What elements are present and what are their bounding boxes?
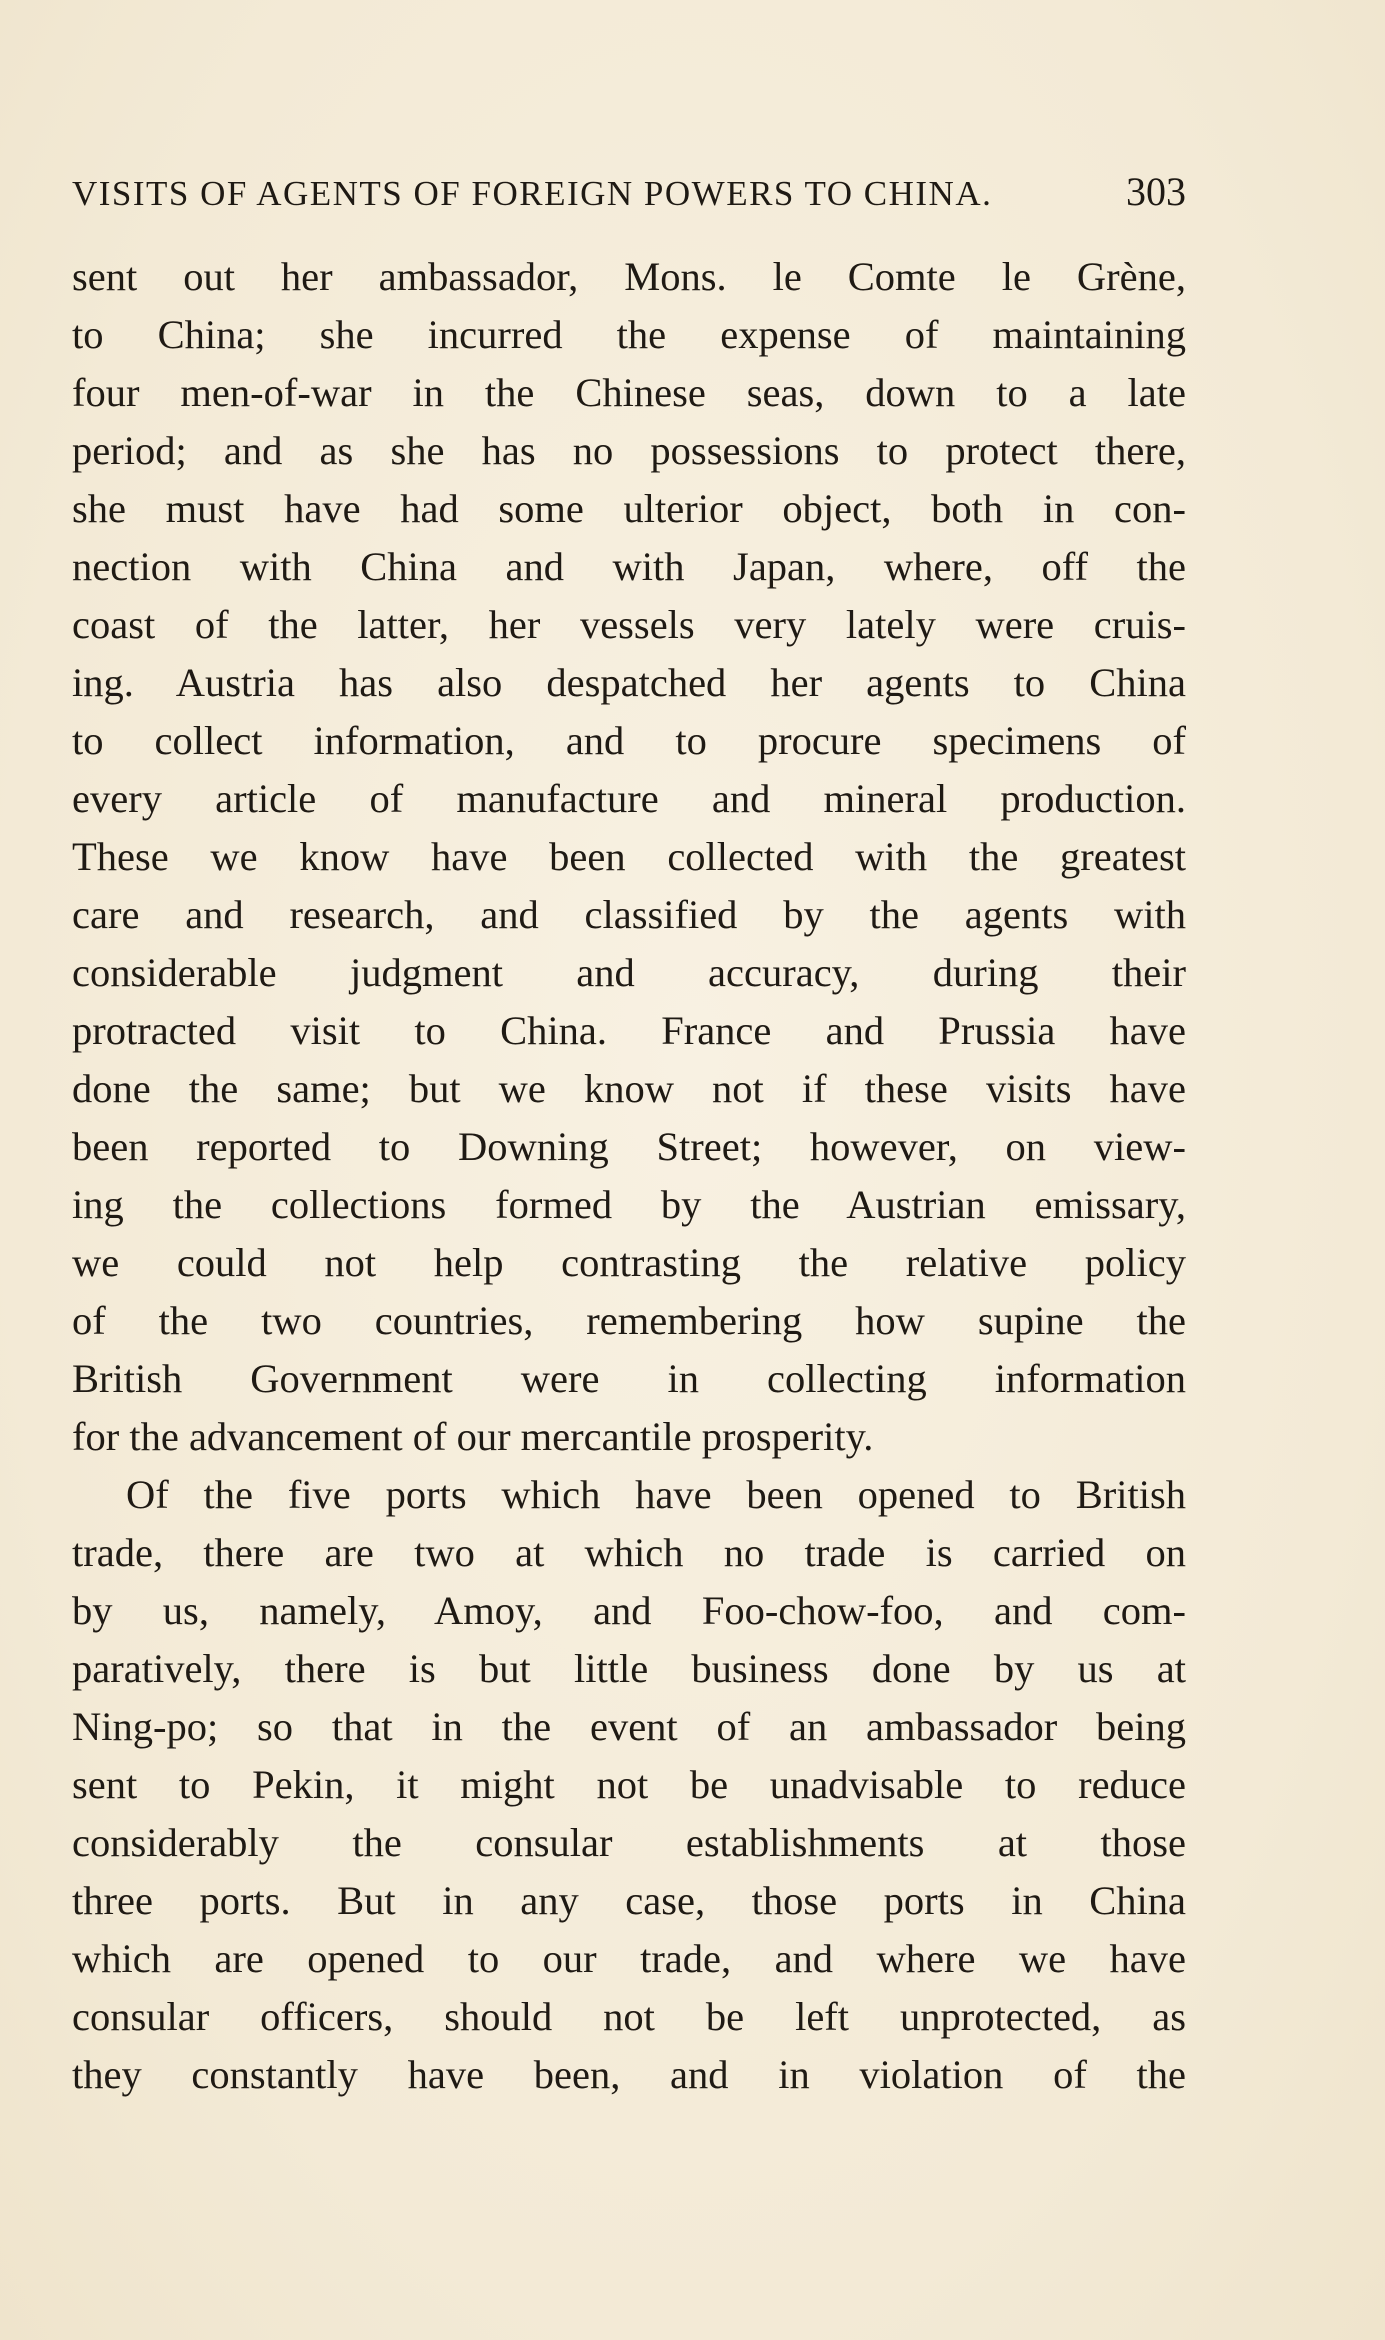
text-line: we could not help contrasting the relative policy — [72, 1240, 1186, 1285]
text-line: paratively, there is but little business done by us at — [72, 1646, 1186, 1691]
text-line: period; and as she has no possessions to protect there, — [72, 428, 1186, 473]
text-line: These we know have been collected with the greatest — [72, 834, 1186, 879]
text-line: Of the five ports which have been opened to British — [126, 1472, 1186, 1517]
text-line: consular officers, should not be left unprotected, as — [72, 1994, 1186, 2039]
text-line: considerably the consular establishments at those — [72, 1820, 1186, 1865]
text-line: sent out her ambassador, Mons. le Comte le Grène, — [72, 254, 1186, 299]
text-line: four men-of-war in the Chinese seas, down to a late — [72, 370, 1186, 415]
text-line: done the same; but we know not if these visits have — [72, 1066, 1186, 1111]
text-line: trade, there are two at which no trade is carried on — [72, 1530, 1186, 1575]
text-line: she must have had some ulterior object, both in con- — [72, 486, 1186, 531]
text-line: every article of manufacture and mineral production. — [72, 776, 1186, 821]
text-line: sent to Pekin, it might not be unadvisable to reduce — [72, 1762, 1186, 1807]
text-line: ing the collections formed by the Austrian emissary, — [72, 1182, 1186, 1227]
text-line: Ning-po; so that in the event of an ambassador being — [72, 1704, 1186, 1749]
text-line: three ports. But in any case, those ports in China — [72, 1878, 1186, 1923]
running-title: VISITS OF AGENTS OF FOREIGN POWERS TO CHINA. — [72, 174, 993, 213]
text-line: protracted visit to China. France and Prussia have — [72, 1008, 1186, 1053]
text-line: ing. Austria has also despatched her agents to China — [72, 660, 1186, 705]
page-number: 303 — [1126, 169, 1186, 214]
text-line: of the two countries, remembering how supine the — [72, 1298, 1186, 1343]
paragraph-2 — [72, 1466, 1186, 2104]
text-line: to collect information, and to procure specimens of — [72, 718, 1186, 763]
body-text — [72, 248, 1186, 2104]
text-line: nection with China and with Japan, where, off the — [72, 544, 1186, 589]
text-line: British Government were in collecting information — [72, 1356, 1186, 1401]
text-line: to China; she incurred the expense of maintaining — [72, 312, 1186, 357]
text-line: considerable judgment and accuracy, during their — [72, 950, 1186, 995]
text-line: been reported to Downing Street; however, on view- — [72, 1124, 1186, 1169]
text-line: by us, namely, Amoy, and Foo-chow-foo, and com- — [72, 1588, 1186, 1633]
text-line: they constantly have been, and in violation of the — [72, 2052, 1186, 2097]
text-line: care and research, and classified by the agents with — [72, 892, 1186, 937]
running-head — [72, 168, 1186, 220]
paragraph-1 — [72, 248, 1186, 1466]
text-line: coast of the latter, her vessels very lately were cruis- — [72, 602, 1186, 647]
text-line: which are opened to our trade, and where we have — [72, 1936, 1186, 1981]
text-line: for the advancement of our mercantile prosperity. — [72, 1414, 874, 1459]
